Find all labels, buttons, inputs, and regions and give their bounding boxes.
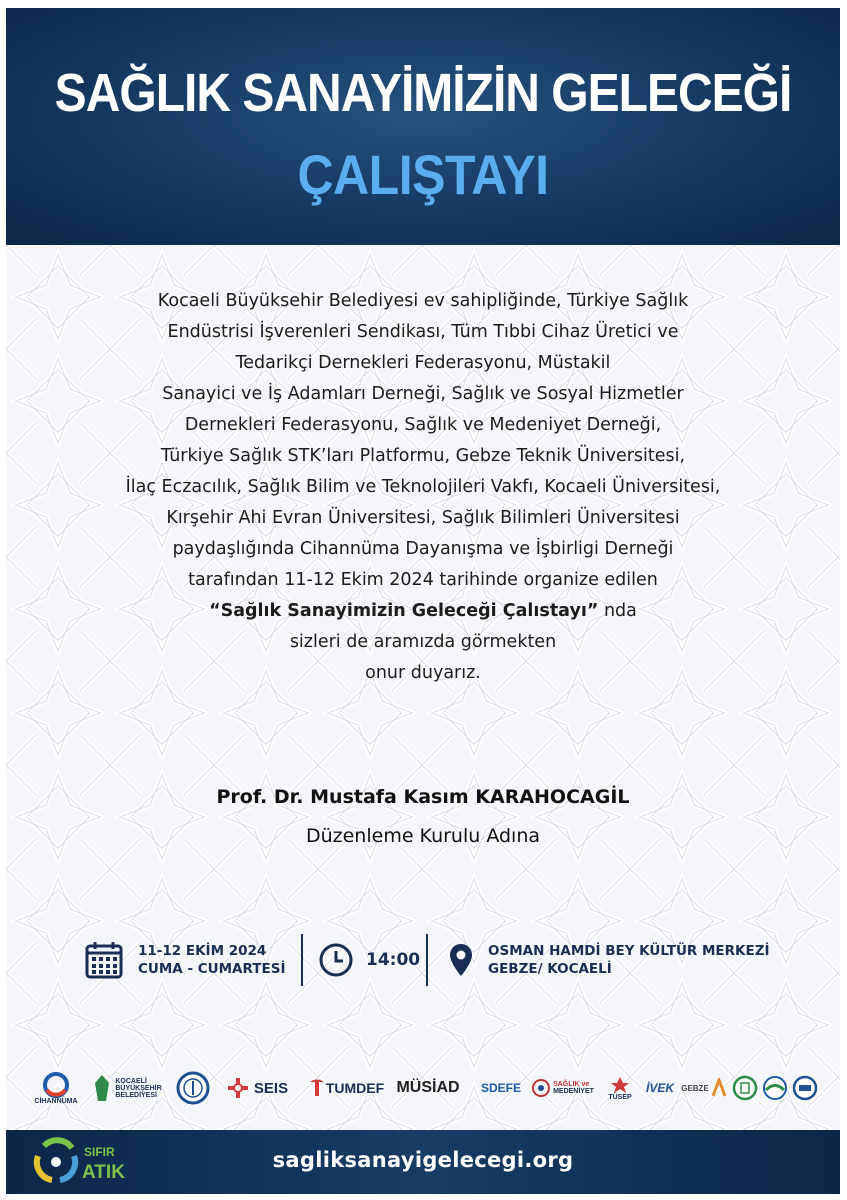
sdefe-text: SDEFE: [480, 1081, 521, 1095]
kocaeli-line-1: KOCAELİ: [115, 1077, 147, 1085]
invitation-line: Dernekleri Federasyonu, Sağlık ve Medeniyet Derneği,: [184, 415, 662, 435]
title-line-1: SAĞLIK SANAYİMİZİN GELECEĞİ: [54, 63, 792, 124]
invitation-line: tarafından 11-12 Ekim 2024 tarihinde organize edilen: [188, 570, 658, 590]
invitation-line: Türkiye Sağlık STK’ları Platformu, Gebze Teknik Üniversitesi,: [160, 446, 686, 466]
date-text: [138, 942, 285, 978]
logo-gebze: [680, 1058, 728, 1118]
header-banner: [6, 8, 840, 245]
seis-icon: [226, 1076, 250, 1100]
time-block: [318, 930, 420, 990]
venue-text: [488, 942, 770, 978]
days-value: CUMA - CUMARTESİ: [138, 961, 286, 977]
event-details: [6, 930, 840, 990]
cihannuma-logo-icon: [43, 1072, 69, 1098]
logo-seal-green: [730, 1058, 760, 1118]
logo-medeniyet: [526, 1058, 600, 1118]
tumdef-icon: [308, 1078, 326, 1098]
kocaeli-line-2: BÜYÜKŞEHİR: [115, 1084, 162, 1092]
logo-seal-blue: [790, 1058, 820, 1118]
event-name: “Sağlık Sanayimizin Geleceği Çalıstayı”: [209, 601, 599, 621]
event-suffix: nda: [598, 601, 637, 621]
invitation-line: Endüstrisi İşverenleri Sendikası, Tüm Tıbbi Cihaz Üretici ve: [167, 322, 679, 342]
signer-name: Prof. Dr. Mustafa Kasım KARAHOCAGİL: [216, 786, 630, 808]
logo-university-seal: [172, 1058, 214, 1118]
tumdef-text: TUMDEF: [325, 1080, 385, 1096]
invitation-line: Tedarikçi Dernekleri Federasyonu, Müstakil: [235, 353, 611, 373]
poster: [6, 8, 840, 1194]
medeniyet-icon: [532, 1079, 550, 1097]
logo-tumdef: [306, 1058, 386, 1118]
logo-musiad: [392, 1058, 464, 1118]
venue-value: OSMAN HAMDİ BEY KÜLTÜR MERKEZİ: [488, 943, 770, 959]
sifir-text: SIFIR: [84, 1145, 115, 1159]
closing-line-2: onur duyarız.: [365, 663, 481, 683]
logo-sdefe: [478, 1058, 524, 1118]
clock-icon: [318, 942, 354, 978]
musiad-text: MÜSİAD: [396, 1079, 460, 1096]
signer-role: Düzenleme Kurulu Adına: [305, 825, 541, 847]
kocaeli-line-3: BELEDİYESİ: [115, 1091, 157, 1099]
gebze-text: GEBZE: [681, 1083, 709, 1093]
wave-seal-icon: [762, 1075, 788, 1101]
blue-seal-icon: [792, 1075, 818, 1101]
cihannuma-text: CİHANNÜMA: [34, 1097, 78, 1105]
partner-logos: [6, 1058, 840, 1118]
venue-block: [448, 930, 770, 990]
logo-seal-wave: [760, 1058, 790, 1118]
invitation-text: [26, 286, 820, 689]
event-name-line: [26, 596, 820, 627]
logo-kocaeli: [88, 1058, 166, 1118]
ivek-text: İVEK: [645, 1081, 674, 1095]
medeniyet-text: [553, 1081, 594, 1095]
closing-line-1: sizleri de aramızda görmekten: [289, 632, 557, 652]
tusep-text: TÜSEP: [608, 1093, 632, 1101]
green-seal-icon: [732, 1075, 758, 1101]
divider: [426, 934, 428, 986]
date-value: 11-12 EKİM 2024: [138, 943, 267, 959]
website-url[interactable]: sagliksanayigelecegi.org: [272, 1148, 574, 1172]
date-block: [84, 930, 285, 990]
footer-bar: [6, 1130, 840, 1194]
invitation-line: Kocaeli Büyüksehir Belediyesi ev sahipliğinde, Türkiye Sağlık: [157, 291, 689, 311]
invitation-line: paydaşlığında Cihannüma Dayanışma ve İşbirligi Derneği: [172, 539, 674, 559]
location-pin-icon: [448, 942, 474, 978]
medeniyet-line-1: SAĞLIK ve: [553, 1081, 590, 1088]
logo-tusep: [602, 1058, 638, 1118]
time-value: 14:00: [366, 950, 421, 970]
tusep-icon: [610, 1076, 630, 1094]
logo-ivek: [640, 1058, 680, 1118]
kocaeli-emblem-icon: [92, 1073, 112, 1103]
gebze-icon: [711, 1078, 727, 1098]
title-line-2: ÇALIŞTAYI: [297, 143, 549, 207]
atik-text: ATIK: [82, 1162, 125, 1183]
invitation-line: Kırşehir Ahi Evran Üniversitesi, Sağlık Bilimleri Üniversitesi: [166, 508, 680, 528]
city-value: GEBZE/ KOCAELİ: [488, 961, 612, 977]
divider: [301, 934, 303, 986]
calendar-icon: [84, 940, 124, 980]
logo-cihannuma: [28, 1058, 84, 1118]
medeniyet-line-2: MEDENİYET: [553, 1088, 594, 1095]
logo-seis: [224, 1058, 290, 1118]
invitation-line: İlaç Eczacılık, Sağlık Bilim ve Teknolojileri Vakfı, Kocaeli Üniversitesi,: [125, 477, 721, 497]
seis-text: SEIS: [253, 1079, 289, 1097]
invitation-line: Sanayici ve İş Adamları Derneği, Sağlık ve Sosyal Hizmetler: [162, 384, 684, 404]
kocaeli-text: [115, 1078, 161, 1099]
university-seal-icon: [176, 1071, 210, 1105]
